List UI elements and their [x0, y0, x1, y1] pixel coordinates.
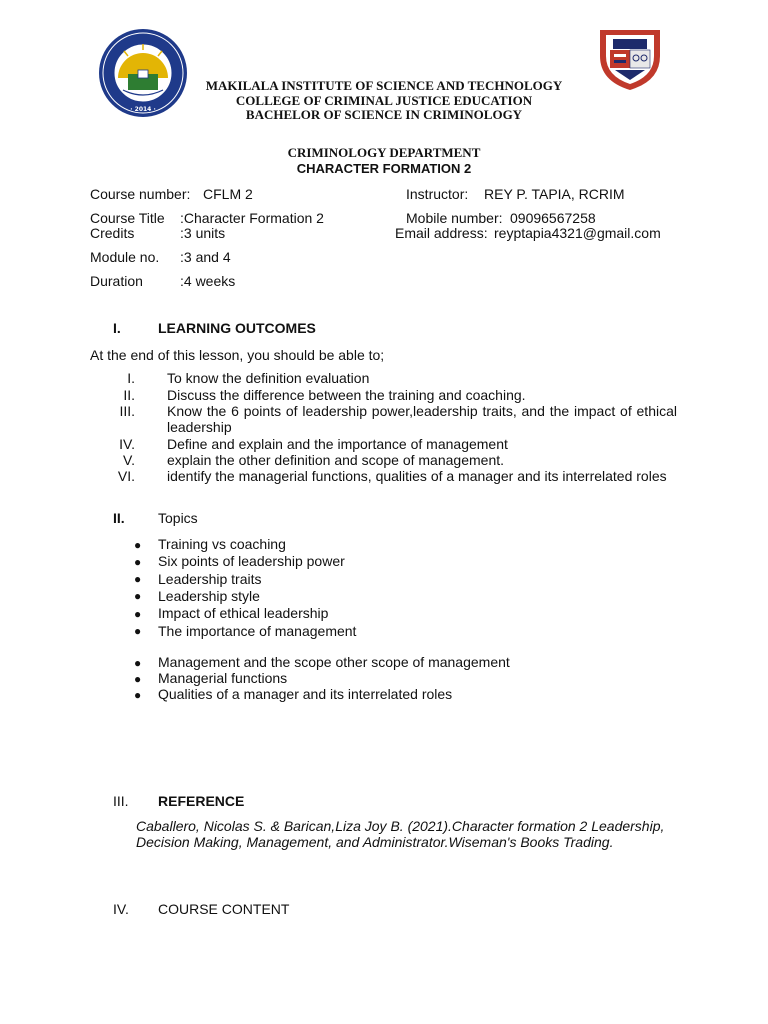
outcome-text: To know the definition evaluation [167, 370, 370, 386]
outcome-number: III. [119, 403, 135, 419]
program-name: BACHELOR OF SCIENCE IN CRIMINOLOGY [245, 107, 523, 122]
duration-value: :4 weeks [180, 273, 236, 289]
mobile-label: Mobile number: [406, 210, 503, 226]
section-title-topics: Topics [158, 510, 198, 526]
outcome-text: Know the 6 points of leadership power,leadership traits, and the impact of ethical leadership [167, 403, 677, 435]
topic-item: Training vs coaching [158, 536, 286, 552]
instructor-label: Instructor: [406, 186, 469, 202]
duration-label: Duration [90, 273, 143, 289]
outcome-number: VI. [117, 468, 135, 484]
topic-item: Leadership traits [158, 571, 262, 587]
email-label: Email address: [395, 225, 488, 241]
topic-item: Leadership style [158, 588, 260, 604]
course-title-value: :Character Formation 2 [180, 210, 324, 226]
credits-value: :3 units [180, 225, 226, 241]
bullet-icon: ● [134, 656, 142, 670]
college-name: COLLEGE OF CRIMINAL JUSTICE EDUCATION [235, 93, 533, 108]
email-value[interactable]: reyptapia4321@gmail.com [494, 225, 661, 241]
outcome-text: Discuss the difference between the training and coaching. [167, 387, 526, 403]
section-number: II. [113, 510, 125, 526]
module-label: Module no. [90, 249, 160, 265]
course-number-value: CFLM 2 [203, 186, 253, 202]
course-number-label: Course number: [90, 186, 191, 202]
section-number: III. [113, 793, 129, 809]
course-heading: CHARACTER FORMATION 2 [296, 161, 472, 176]
topic-item: Management and the scope other scope of management [158, 654, 510, 670]
bullet-icon: ● [134, 589, 142, 603]
topic-item: Six points of leadership power [158, 553, 345, 569]
outcome-text: Define and explain and the importance of management [167, 436, 508, 452]
section-number: I. [113, 320, 121, 336]
bullet-icon: ● [134, 672, 142, 686]
outcome-number: I. [127, 370, 135, 386]
section-title-learning-outcomes: LEARNING OUTCOMES [158, 320, 316, 336]
topic-item: Managerial functions [158, 670, 288, 686]
topic-item: Impact of ethical leadership [158, 605, 329, 621]
outcome-number: IV. [119, 436, 135, 452]
section-title-course-content: COURSE CONTENT [158, 901, 290, 917]
learning-outcomes-intro: At the end of this lesson, you should be able to; [90, 347, 385, 363]
reference-citation: Caballero, Nicolas S. & Barican,Liza Joy B. (2021).Character formation 2 Leadership, Decision Making, Management, and Administrator.Wiseman's Books Trading. [136, 818, 665, 850]
topic-item: The importance of management [158, 623, 357, 639]
outcome-text: explain the other definition and scope of management. [167, 452, 505, 468]
bullet-icon: ● [134, 538, 142, 552]
course-title-label: Course Title [90, 210, 165, 226]
topic-item: Qualities of a manager and its interrelated roles [158, 686, 453, 702]
module-value: :3 and 4 [180, 249, 231, 265]
institute-name: MAKILALA INSTITUTE OF SCIENCE AND TECHNOLOGY [205, 78, 563, 93]
outcome-number: V. [123, 452, 135, 468]
department-name: CRIMINOLOGY DEPARTMENT [287, 145, 481, 160]
credits-label: Credits [90, 225, 135, 241]
bullet-icon: ● [134, 607, 142, 621]
mobile-value: 09096567258 [510, 210, 596, 226]
instructor-value: REY P. TAPIA, RCRIM [484, 186, 625, 202]
outcome-number: II. [123, 387, 135, 403]
svg-text:· 2014 ·: · 2014 · [130, 106, 156, 113]
bullet-icon: ● [134, 624, 142, 638]
section-number: IV. [113, 901, 129, 917]
bullet-icon: ● [134, 555, 142, 569]
bullet-icon: ● [134, 572, 142, 586]
section-title-reference: REFERENCE [158, 793, 245, 809]
outcome-text: identify the managerial functions, qualities of a manager and its interrelated roles [167, 468, 667, 484]
bullet-icon: ● [134, 688, 142, 702]
